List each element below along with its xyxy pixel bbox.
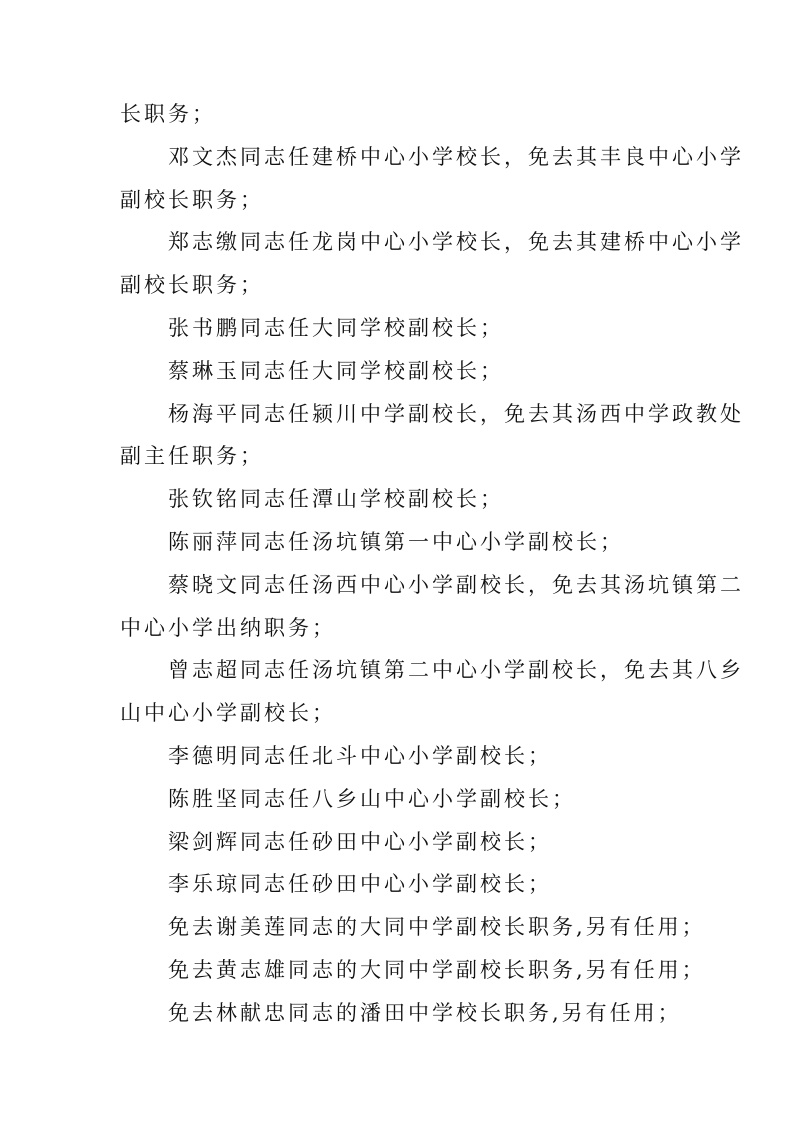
paragraph bbox=[120, 564, 744, 650]
paragraph bbox=[120, 649, 744, 735]
paragraph-line: 免去谢美莲同志的大同中学副校长职务,另有任用； bbox=[168, 915, 706, 940]
document-body bbox=[120, 93, 744, 1035]
paragraph-line: 蔡琳玉同志任大同学校副校长； bbox=[168, 358, 504, 383]
paragraph-line: 免去林献忠同志的潘田中学校长职务,另有任用； bbox=[168, 1000, 682, 1025]
paragraph-line: 张书鹏同志任大同学校副校长； bbox=[168, 315, 504, 340]
paragraph bbox=[120, 478, 676, 521]
paragraph-line: 郑志缴同志任龙岗中心小学校长，免去其建桥中心小学 bbox=[168, 230, 744, 255]
paragraph bbox=[120, 949, 706, 992]
paragraph-line: 副校长职务； bbox=[120, 187, 264, 212]
paragraph-line: 张钦铭同志任潭山学校副校长； bbox=[168, 487, 504, 512]
paragraph-line: 李德明同志任北斗中心小学副校长； bbox=[168, 743, 552, 768]
paragraph-line: 陈胜坚同志任八乡山中心小学副校长； bbox=[168, 786, 576, 811]
paragraph-line: 曾志超同志任汤坑镇第二中心小学副校长，免去其八乡 bbox=[168, 658, 744, 683]
paragraph-line: 杨海平同志任颍川中学副校长，免去其汤西中学政教处 bbox=[168, 401, 744, 426]
paragraph bbox=[120, 136, 744, 222]
paragraph bbox=[120, 863, 676, 906]
paragraph bbox=[120, 307, 676, 350]
paragraph bbox=[120, 992, 682, 1035]
paragraph bbox=[120, 821, 676, 864]
paragraph bbox=[120, 906, 706, 949]
paragraph-line: 梁剑辉同志任砂田中心小学副校长； bbox=[168, 829, 552, 854]
paragraph bbox=[120, 735, 676, 778]
paragraph-line: 山中心小学副校长； bbox=[120, 701, 336, 726]
paragraph-line: 李乐琼同志任砂田中心小学副校长； bbox=[168, 872, 552, 897]
paragraph-line: 陈丽萍同志任汤坑镇第一中心小学副校长； bbox=[168, 529, 624, 554]
paragraph bbox=[120, 93, 676, 136]
paragraph-line: 免去黄志雄同志的大同中学副校长职务,另有任用； bbox=[168, 957, 706, 982]
paragraph bbox=[120, 778, 676, 821]
paragraph-line: 长职务； bbox=[120, 102, 216, 126]
paragraph-line: 蔡晓文同志任汤西中心小学副校长，免去其汤坑镇第二 bbox=[168, 572, 744, 597]
paragraph-line: 副主任职务； bbox=[120, 444, 264, 469]
paragraph bbox=[120, 393, 744, 479]
paragraph-line: 副校长职务； bbox=[120, 273, 264, 298]
paragraph bbox=[120, 350, 676, 393]
paragraph bbox=[120, 221, 744, 307]
paragraph bbox=[120, 521, 676, 564]
paragraph-line: 邓文杰同志任建桥中心小学校长，免去其丰良中心小学 bbox=[168, 144, 744, 169]
paragraph-line: 中心小学出纳职务； bbox=[120, 615, 336, 640]
